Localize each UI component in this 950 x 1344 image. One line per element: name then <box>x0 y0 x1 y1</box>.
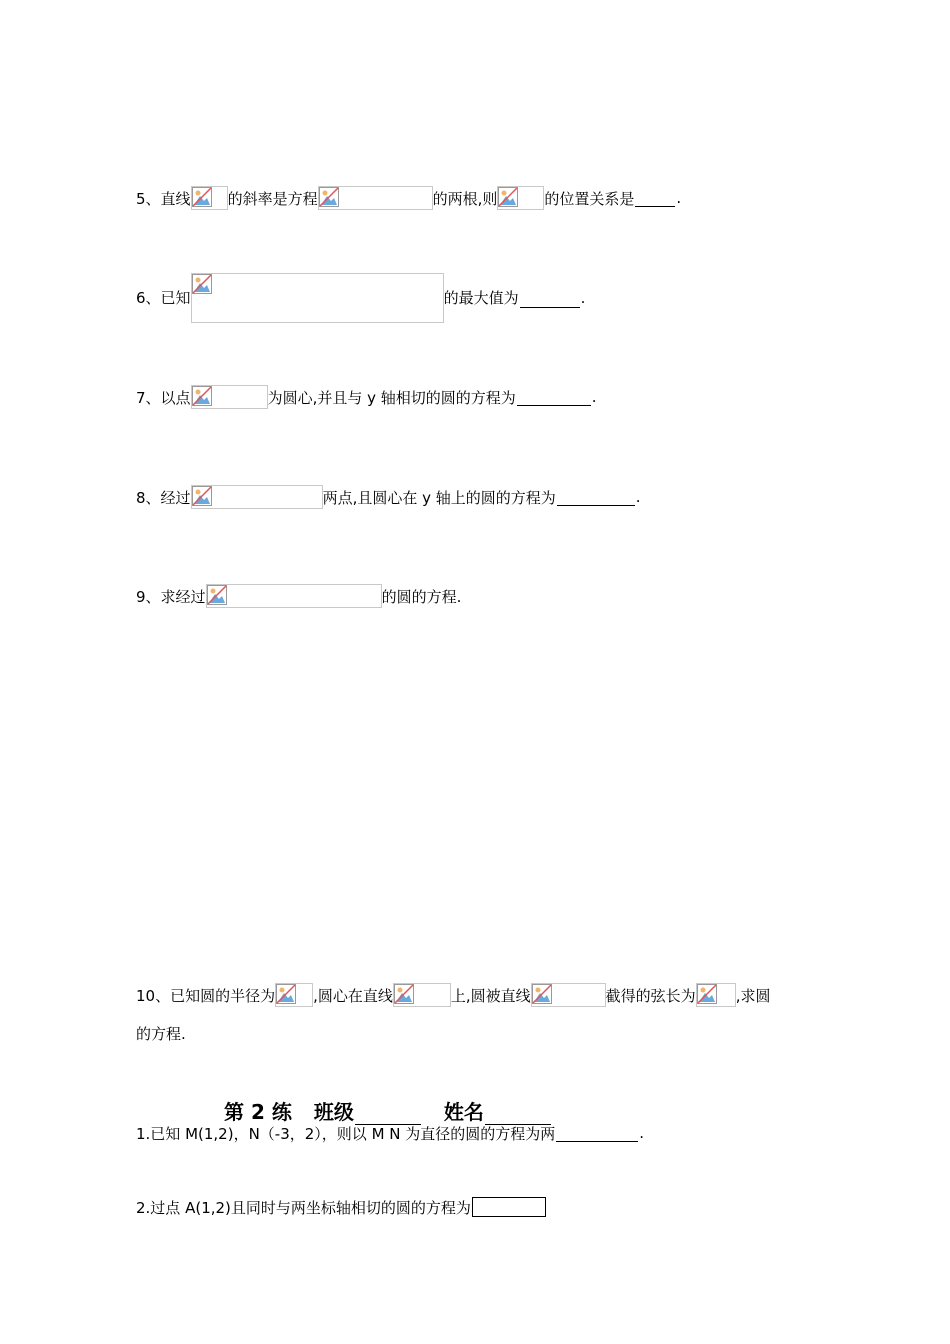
formula-image <box>191 485 323 509</box>
question-text: 已知圆的半径为 <box>170 986 276 1005</box>
question-7 <box>136 384 597 410</box>
question-number: 9、 <box>136 587 161 606</box>
question-text: 求经过 <box>160 587 206 606</box>
question-text: 经过 <box>160 488 191 507</box>
answer-blank[interactable] <box>557 489 635 506</box>
answer-blank[interactable] <box>556 1125 638 1142</box>
question-number: 5、 <box>136 189 161 208</box>
question-text: 的两根,则 <box>432 189 498 208</box>
question-end: . <box>676 189 682 207</box>
broken-image-icon <box>192 187 212 207</box>
question-6 <box>136 273 585 323</box>
formula-image <box>531 983 606 1007</box>
problem-1 <box>136 1120 644 1146</box>
question-end: . <box>635 488 641 506</box>
question-number: 7、 <box>136 388 161 407</box>
broken-image-icon <box>192 386 212 406</box>
problem-end: . <box>639 1124 645 1142</box>
problem-2 <box>136 1194 546 1220</box>
formula-image <box>497 186 544 210</box>
question-text: 的最大值为 <box>443 289 519 307</box>
broken-image-icon <box>498 187 518 207</box>
broken-image-icon <box>192 274 212 294</box>
question-text: 已知 <box>160 289 191 307</box>
broken-image-icon <box>192 486 212 506</box>
broken-image-icon <box>532 984 552 1004</box>
question-number: 10、 <box>136 986 171 1005</box>
question-text: 的方程. <box>136 1024 186 1043</box>
question-number: 8、 <box>136 488 161 507</box>
question-text: 的圆的方程. <box>381 587 462 606</box>
question-9 <box>136 583 461 609</box>
answer-blank[interactable] <box>517 389 591 406</box>
question-number: 6、 <box>136 289 161 307</box>
question-text: 以点 <box>160 388 191 407</box>
answer-blank[interactable] <box>635 190 675 207</box>
question-text: ,求圆 <box>735 986 771 1005</box>
question-8 <box>136 484 641 510</box>
formula-image <box>191 273 444 323</box>
question-10-line-2 <box>136 1020 186 1046</box>
formula-image <box>393 983 451 1007</box>
question-5 <box>136 185 681 211</box>
problem-text: 1.已知 M(1,2)，N（-3，2），则以 M N 为直径的圆的方程为两 <box>136 1124 556 1143</box>
question-text: 的位置关系是 <box>544 189 635 208</box>
question-text: 上,圆被直线 <box>450 986 531 1005</box>
name-label: 姓名 <box>443 1100 484 1124</box>
question-10 <box>136 982 770 1008</box>
practice-label: 第 2 练 <box>224 1100 292 1124</box>
broken-image-icon <box>319 187 339 207</box>
question-text: 的斜率是方程 <box>227 189 318 208</box>
formula-image <box>318 186 433 210</box>
broken-image-icon <box>394 984 414 1004</box>
answer-box[interactable] <box>472 1197 546 1217</box>
broken-image-icon <box>697 984 717 1004</box>
question-text: 直线 <box>160 189 191 208</box>
class-label: 班级 <box>313 1100 354 1124</box>
question-text: ,圆心在直线 <box>313 986 393 1005</box>
question-text: 两点,且圆心在 y 轴上的圆的方程为 <box>322 488 556 507</box>
question-text: 为圆心,并且与 y 轴相切的圆的方程为 <box>267 388 516 407</box>
broken-image-icon <box>276 984 296 1004</box>
broken-image-icon <box>207 585 227 605</box>
formula-image <box>191 385 268 409</box>
question-end: . <box>591 388 597 406</box>
formula-image <box>206 584 382 608</box>
answer-blank[interactable] <box>520 291 580 308</box>
formula-image <box>696 983 736 1007</box>
question-end: . <box>580 289 586 307</box>
problem-text: 2.过点 A(1,2)且同时与两坐标轴相切的圆的方程为 <box>136 1198 471 1217</box>
formula-image <box>275 983 313 1007</box>
question-text: 截得的弦长为 <box>605 986 696 1005</box>
formula-image <box>191 186 228 210</box>
